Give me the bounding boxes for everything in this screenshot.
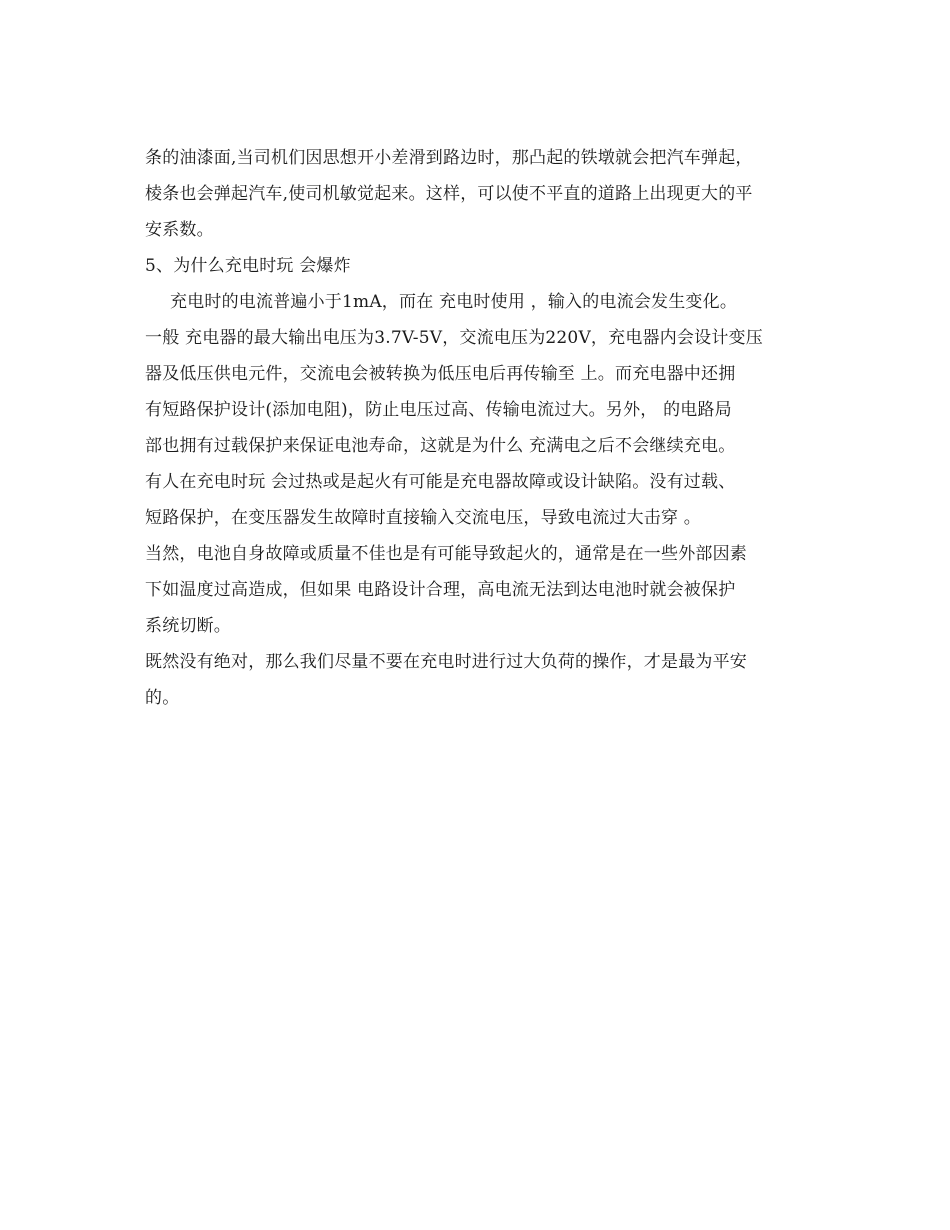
text-line: 系统切断。 (145, 616, 231, 636)
text-line: 当然，电池自身故障或质量不佳也是有可能导致起火的，通常是在一些外部因素 (145, 544, 747, 564)
text-line: 下如温度过高造成，但如果 电路设计合理，高电流无法到达电池时就会被保护 (145, 580, 736, 600)
text-line: 安系数。 (145, 220, 214, 240)
text-line: 既然没有绝对，那么我们尽量不要在充电时进行过大负荷的操作，才是最为平安 (145, 652, 747, 672)
text-line: 充电时的电流普遍小于1mA，而在 充电时使用 ，输入的电流会发生变化。 (170, 292, 738, 312)
text-line: 有短路保护设计(添加电阻)，防止电压过高、传输电流过大。另外， 的电路局 (145, 400, 732, 420)
text-line: 有人在充电时玩 会过热或是起火有可能是充电器故障或设计缺陷。没有过载、 (145, 472, 736, 492)
text-line: 的。 (145, 688, 180, 708)
section-heading: 5、为什么充电时玩 会爆炸 (145, 256, 351, 276)
text-line: 部也拥有过载保护来保证电池寿命，这就是为什么 充满电之后不会继续充电。 (145, 436, 736, 456)
text-line: 器及低压供电元件，交流电会被转换为低压电后再传输至 上。而充电器中还拥 (145, 364, 736, 384)
text-line: 短路保护，在变压器发生故障时直接输入交流电压，导致电流过大击穿 。 (145, 508, 702, 528)
text-line: 一般 充电器的最大输出电压为3.7V-5V，交流电压为220V，充电器内会设计变压 (145, 328, 763, 348)
text-line: 棱条也会弹起汽车,使司机敏觉起来。这样，可以使不平直的道路上出现更大的平 (145, 184, 753, 204)
text-line: 条的油漆面,当司机们因思想开小差滑到路边时，那凸起的铁墩就会把汽车弹起， (145, 148, 753, 168)
